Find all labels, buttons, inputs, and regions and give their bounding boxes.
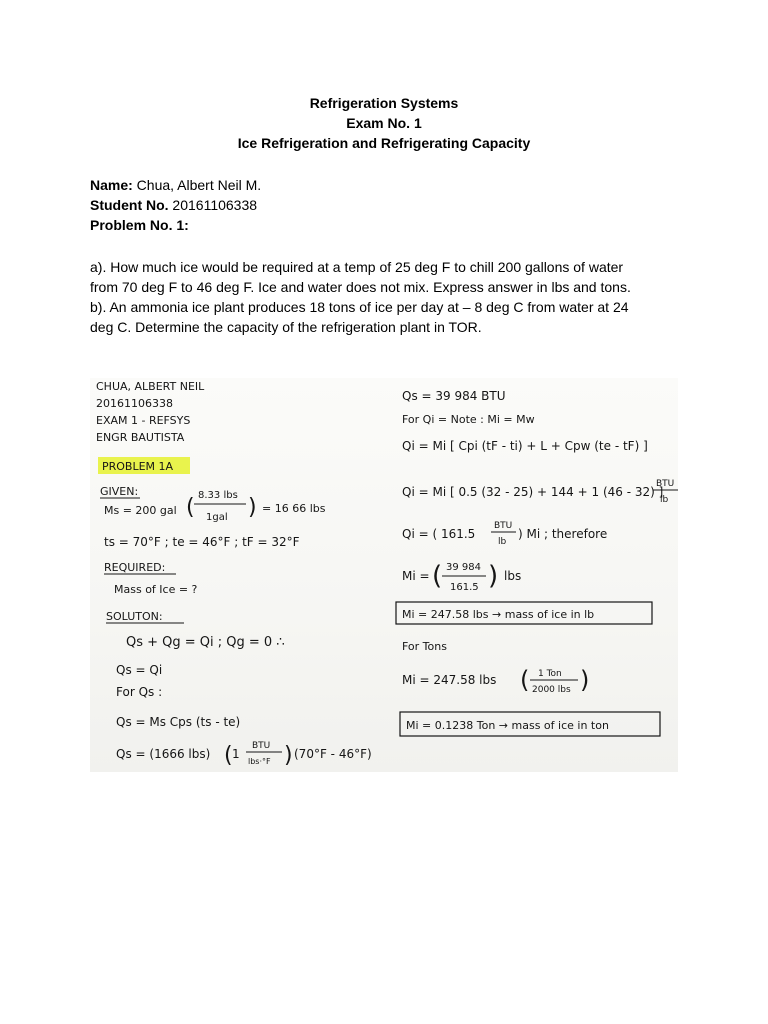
hw-tons-conv: Mi = 247.58 lbs: [402, 673, 497, 687]
hw-btu-den: lbs·°F: [248, 757, 271, 766]
hw-qs-result: Qs = 39 984 BTU: [402, 389, 506, 403]
hw-btu-num: BTU: [252, 741, 271, 751]
name-value: Chua, Albert Neil M.: [132, 177, 262, 193]
hw-result-tons: Mi = 0.1238 Ton → mass of ice in ton: [406, 719, 609, 732]
hw-qi2-unit-den: lb: [660, 495, 669, 505]
hw-problem-1a: PROBLEM 1A: [102, 460, 174, 473]
problem-b-line1: b). An ammonia ice plant produces 18 tons of ice per day at – 8 deg C from water at 24: [90, 299, 629, 315]
hw-ms-num: 8.33 lbs: [198, 490, 238, 501]
exam-topic: Ice Refrigeration and Refrigerating Capacity: [237, 135, 531, 151]
paren-close-3: ): [488, 561, 499, 591]
hw-mi-den: 161.5: [450, 582, 479, 593]
hw-tons-num: 1 Ton: [538, 669, 562, 679]
paren-open-4: (: [520, 666, 530, 694]
hw-required: REQUIRED:: [104, 561, 166, 574]
hw-for-qi: For Qi = Note : Mi = Mw: [402, 413, 535, 426]
hw-for-qs: For Qs :: [116, 685, 163, 699]
exam-number: Exam No. 1: [346, 115, 422, 131]
hw-qi3-num: BTU: [494, 521, 513, 531]
hw-one: 1: [232, 747, 240, 761]
hw-ms: Ms = 200 gal: [104, 504, 177, 517]
hw-mi-num: 39 984: [446, 562, 481, 573]
hw-ms-result: = 16 66 lbs: [262, 502, 326, 515]
problem-label: Problem No. 1:: [90, 217, 189, 233]
paren-close: ): [248, 495, 257, 520]
hw-ms-den: 1gal: [206, 512, 228, 523]
hw-exam: EXAM 1 - REFSYS: [96, 414, 191, 427]
hw-mi-unit: lbs: [504, 569, 522, 583]
hw-qi-result: Qi = ( 161.5: [402, 527, 476, 541]
hw-qi-sub: Qi = Mi [ 0.5 (32 - 25) + 144 + 1 (46 - 32) ]: [402, 485, 664, 499]
problem-number: [90, 215, 189, 235]
handwriting-canvas: [90, 378, 678, 772]
hw-temp-diff: (70°F - 46°F): [294, 747, 372, 761]
doc-title: Refrigeration Systems: [309, 95, 459, 111]
student-no-label: Student No.: [90, 197, 169, 213]
hw-given: GIVEN:: [100, 485, 139, 498]
hw-name: CHUA, ALBERT NEIL: [96, 380, 205, 393]
problem-a-line1: a). How much ice would be required at a temp of 25 deg F to chill 200 gallons of water: [90, 259, 624, 275]
student-no-value: 20161106338: [168, 197, 258, 213]
hw-qi-formula: Qi = Mi [ Cpi (tF - ti) + L + Cpw (te - tF) ]: [402, 439, 648, 453]
hw-eq-qs-sub: Qs = (1666 lbs): [116, 747, 211, 761]
student-no-field: [90, 195, 257, 215]
hw-mass-ice: Mass of Ice = ?: [114, 583, 198, 596]
hw-eq-energy-balance: Qs + Qg = Qi ; Qg = 0 ∴: [126, 635, 285, 650]
hw-tons-den: 2000 lbs: [532, 685, 571, 695]
hw-student-no: 20161106338: [96, 397, 173, 410]
name-field: [90, 175, 261, 195]
hw-qi3-den: lb: [498, 537, 507, 547]
hw-solution: SOLUTON:: [106, 610, 163, 623]
handwritten-solution-photo: [90, 378, 678, 772]
problem-a-line2: from 70 deg F to 46 deg F. Ice and water does not mix. Express answer in lbs and tons.: [90, 279, 631, 295]
hw-temperatures: ts = 70°F ; te = 46°F ; tF = 32°F: [104, 535, 300, 549]
name-label: Name:: [90, 177, 133, 193]
hw-eq-qs-qi: Qs = Qi: [116, 663, 163, 677]
hw-result-lbs: Mi = 247.58 lbs → mass of ice in lb: [402, 608, 595, 621]
paren-open: (: [186, 495, 195, 520]
paren-close-2: ): [284, 743, 293, 768]
hw-mi-label: Mi =: [402, 569, 430, 583]
hw-qi3-post: ) Mi ; therefore: [518, 527, 608, 541]
problem-b-line2: deg C. Determine the capacity of the refrigeration plant in TOR.: [90, 319, 482, 335]
paren-open-2: (: [224, 743, 233, 768]
paren-open-3: (: [432, 561, 443, 591]
paren-close-4: ): [580, 666, 590, 694]
hw-qi2-unit-num: BTU: [656, 479, 675, 489]
hw-instructor: ENGR BAUTISTA: [96, 431, 185, 444]
hw-for-tons: For Tons: [402, 640, 447, 653]
hw-eq-qs-formula: Qs = Ms Cps (ts - te): [116, 715, 241, 729]
